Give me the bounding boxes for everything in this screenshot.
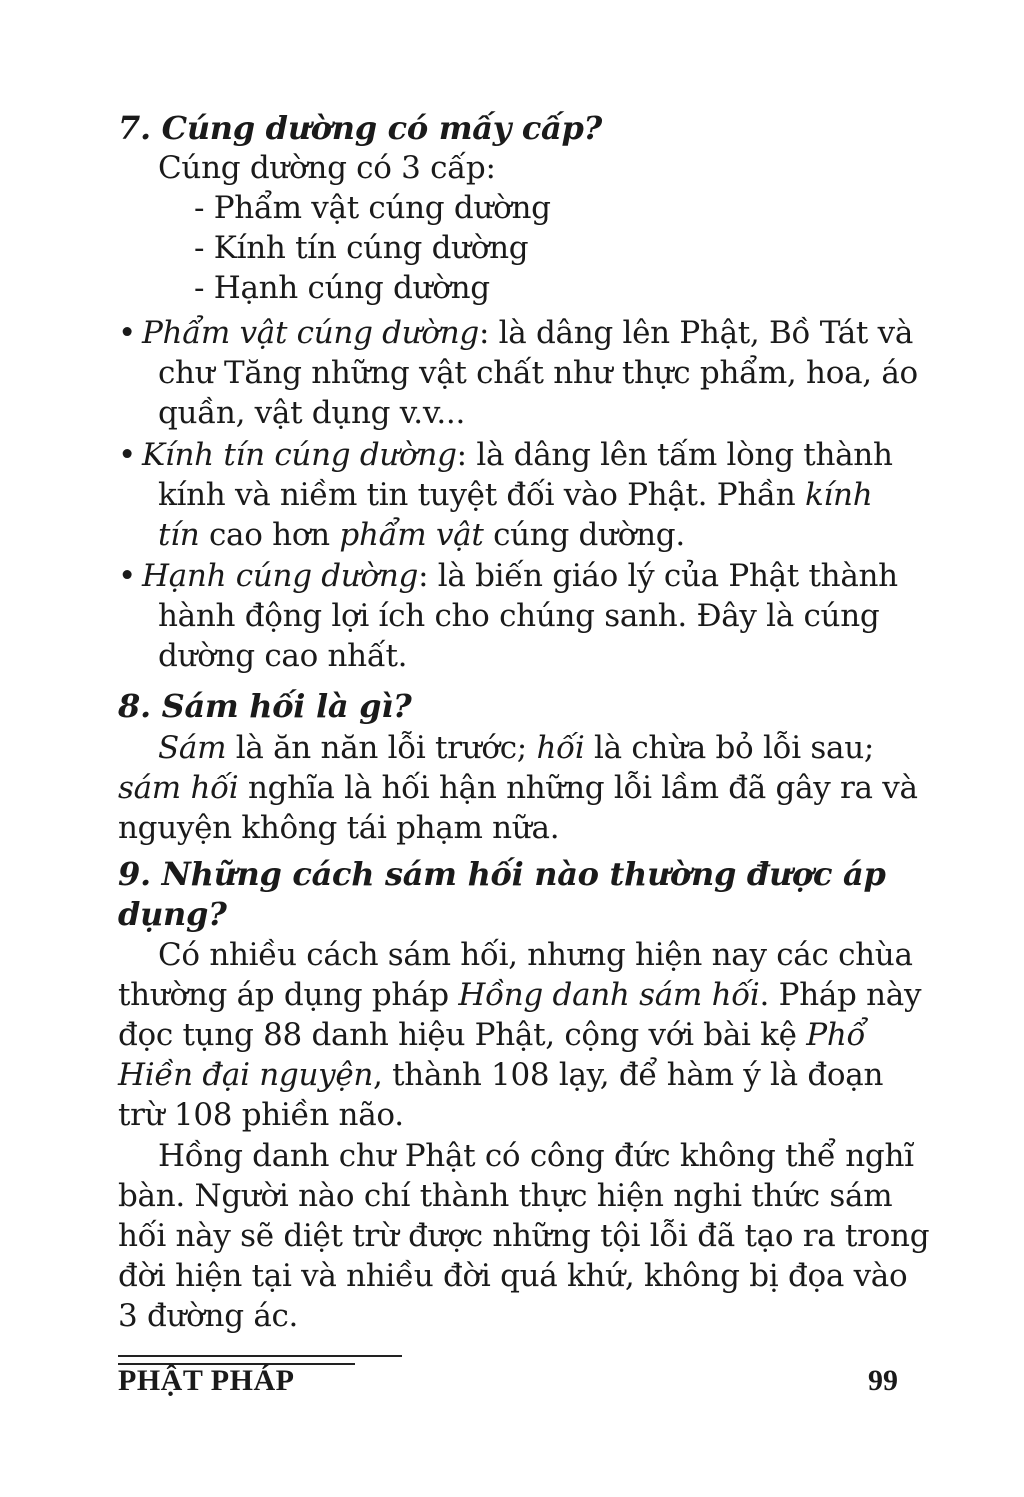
question-8-heading: 8. Sám hối là gì? <box>118 687 412 725</box>
bullet-icon: • <box>118 315 136 351</box>
paragraph-line: trừ 108 phiền não. <box>118 1097 404 1133</box>
paragraph-line <box>118 768 918 808</box>
question-7-intro: Cúng dường có 3 cấp: <box>158 150 496 186</box>
paragraph-line <box>118 1055 883 1095</box>
bullet-text: quần, vật dụng v.v... <box>158 395 466 431</box>
bullet-text: : là dâng lên tấm lòng thành <box>456 437 893 473</box>
list-item: - Kính tín cúng dường <box>194 230 529 266</box>
footer-rule-top <box>118 1355 402 1357</box>
text: . Pháp này <box>759 977 922 1013</box>
paragraph-line: Có nhiều cách sám hối, nhưng hiện nay các chùa <box>158 937 913 973</box>
bullet-text <box>158 475 872 515</box>
emphasis: hối <box>536 730 585 766</box>
paragraph-line: bàn. Người nào chí thành thực hiện nghi thức sám <box>118 1178 893 1214</box>
paragraph-line <box>118 975 921 1015</box>
bullet-text: hành động lợi ích cho chúng sanh. Đây là cúng <box>158 598 880 634</box>
emphasis: tín <box>158 517 200 553</box>
page-number: 99 <box>868 1364 898 1397</box>
text: cao hơn <box>199 517 340 553</box>
bullet-text: dường cao nhất. <box>158 638 408 674</box>
question-7-heading: 7. Cúng dường có mấy cấp? <box>118 109 602 147</box>
text: , thành 108 lạy, để hàm ý là đoạn <box>373 1057 884 1093</box>
bullet-text: : là dâng lên Phật, Bồ Tát và <box>478 315 914 351</box>
emphasis: Phổ <box>806 1017 866 1053</box>
paragraph-line: Hồng danh chư Phật có công đức không thể nghĩ <box>158 1138 914 1174</box>
footer-book-title: PHẬT PHÁP <box>118 1364 295 1397</box>
text: thường áp dụng pháp <box>118 977 459 1013</box>
emphasis: Hiền đại nguyện <box>118 1057 374 1093</box>
emphasis: Sám <box>158 730 227 766</box>
bullet-item <box>118 313 913 353</box>
emphasis: kính <box>804 477 873 513</box>
paragraph-line: nguyện không tái phạm nữa. <box>118 810 560 846</box>
bullet-icon: • <box>118 437 136 473</box>
emphasis: sám hối <box>118 770 239 806</box>
paragraph-line <box>158 728 874 768</box>
list-item: - Phẩm vật cúng dường <box>194 190 551 226</box>
list-item: - Hạnh cúng dường <box>194 270 490 306</box>
bullet-icon: • <box>118 558 136 594</box>
text: đọc tụng 88 danh hiệu Phật, cộng với bài kệ <box>118 1017 807 1053</box>
paragraph-line: đời hiện tại và nhiều đời quá khứ, không bị đọa vào <box>118 1258 908 1294</box>
bullet-item <box>118 556 898 596</box>
bullet-text: : là biến giáo lý của Phật thành <box>418 558 898 594</box>
bullet-text: chư Tăng những vật chất như thực phẩm, hoa, áo <box>158 355 918 391</box>
paragraph-line: 3 đường ác. <box>118 1298 299 1334</box>
paragraph-line: hối này sẽ diệt trừ được những tội lỗi đã tạo ra trong <box>118 1218 930 1254</box>
bullet-item <box>118 435 893 475</box>
text: là ăn năn lỗi trước; <box>226 730 537 766</box>
bullet-term: Phẩm vật cúng dường <box>142 315 479 351</box>
question-9-heading: 9. Những cách sám hối nào thường được áp <box>118 855 886 893</box>
question-9-heading-cont: dụng? <box>118 895 227 933</box>
text: nghĩa là hối hận những lỗi lầm đã gây ra và <box>238 770 918 806</box>
emphasis: Hồng danh sám hối <box>458 977 760 1013</box>
text: kính và niềm tin tuyệt đối vào Phật. Phần <box>158 477 805 513</box>
text: là chừa bỏ lỗi sau; <box>584 730 875 766</box>
emphasis: phẩm vật <box>339 517 484 553</box>
bullet-term: Kính tín cúng dường <box>142 437 457 473</box>
text: cúng dường. <box>483 517 685 553</box>
bullet-text <box>158 515 685 555</box>
paragraph-line <box>118 1015 865 1055</box>
bullet-term: Hạnh cúng dường <box>142 558 419 594</box>
